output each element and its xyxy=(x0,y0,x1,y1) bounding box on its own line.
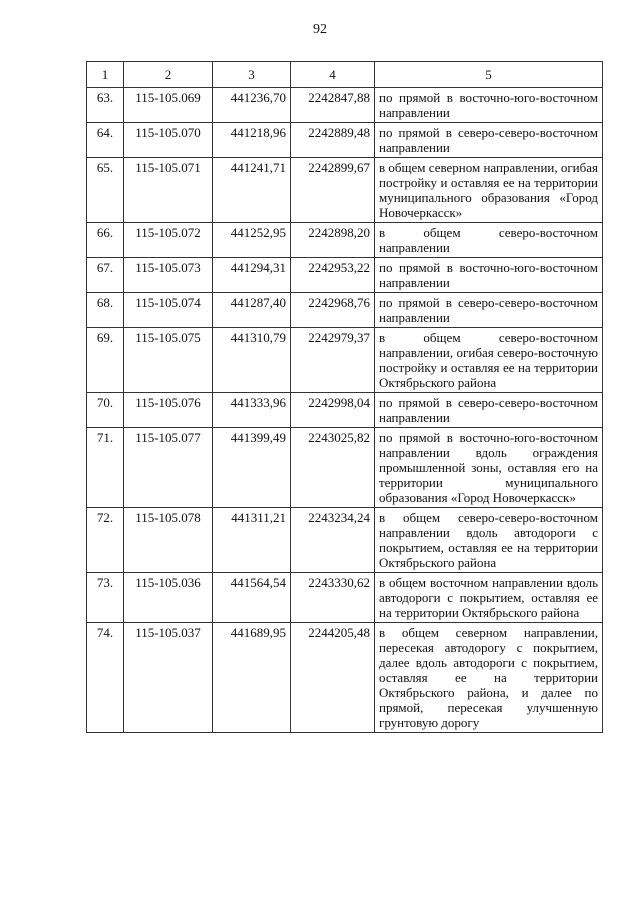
column-header-4: 4 xyxy=(291,62,375,88)
table-row xyxy=(87,573,603,623)
point-code: 115-105.077 xyxy=(124,428,213,508)
row-number: 66. xyxy=(87,223,124,258)
coordinate-y: 2242979,37 xyxy=(291,328,375,393)
point-code: 115-105.075 xyxy=(124,328,213,393)
point-code: 115-105.036 xyxy=(124,573,213,623)
coordinate-y: 2242968,76 xyxy=(291,293,375,328)
page-number: 92 xyxy=(313,22,327,37)
coordinate-y: 2242889,48 xyxy=(291,123,375,158)
point-code: 115-105.071 xyxy=(124,158,213,223)
table-row xyxy=(87,508,603,573)
table-row xyxy=(87,88,603,123)
coordinate-y: 2242898,20 xyxy=(291,223,375,258)
coordinate-x: 441241,71 xyxy=(213,158,291,223)
table-row xyxy=(87,328,603,393)
row-number: 65. xyxy=(87,158,124,223)
table-row xyxy=(87,428,603,508)
boundary-description: в общем северо-восточном направлении, огибая северо-восточную постройку и оставляя ее на территории Октябрьского района xyxy=(375,328,603,393)
table-row xyxy=(87,623,603,733)
boundary-description: в общем северном направлении, огибая постройку и оставляя ее на территории муниципального образования «Город Новочеркасск» xyxy=(375,158,603,223)
coordinate-x: 441218,96 xyxy=(213,123,291,158)
table-row xyxy=(87,293,603,328)
coordinate-x: 441287,40 xyxy=(213,293,291,328)
point-code: 115-105.037 xyxy=(124,623,213,733)
point-code: 115-105.070 xyxy=(124,123,213,158)
coordinate-x: 441310,79 xyxy=(213,328,291,393)
boundary-description: в общем северо-северо-восточном направлении вдоль автодороги с покрытием, оставляя ее на территории Октябрьского района xyxy=(375,508,603,573)
point-code: 115-105.074 xyxy=(124,293,213,328)
boundary-description: по прямой в восточно-юго-восточном направлении xyxy=(375,88,603,123)
row-number: 63. xyxy=(87,88,124,123)
row-number: 68. xyxy=(87,293,124,328)
column-header-5: 5 xyxy=(375,62,603,88)
column-header-3: 3 xyxy=(213,62,291,88)
table-row xyxy=(87,123,603,158)
row-number: 71. xyxy=(87,428,124,508)
row-number: 70. xyxy=(87,393,124,428)
coordinate-x: 441689,95 xyxy=(213,623,291,733)
coordinate-y: 2243234,24 xyxy=(291,508,375,573)
column-header-1: 1 xyxy=(87,62,124,88)
point-code: 115-105.076 xyxy=(124,393,213,428)
point-code: 115-105.072 xyxy=(124,223,213,258)
row-number: 72. xyxy=(87,508,124,573)
boundary-description: в общем восточном направлении вдоль автодороги с покрытием, оставляя ее на территории Октябрьского района xyxy=(375,573,603,623)
coordinate-x: 441564,54 xyxy=(213,573,291,623)
row-number: 73. xyxy=(87,573,124,623)
coordinate-x: 441333,96 xyxy=(213,393,291,428)
row-number: 69. xyxy=(87,328,124,393)
boundary-points-table xyxy=(86,61,603,733)
coordinate-y: 2242847,88 xyxy=(291,88,375,123)
table-row xyxy=(87,393,603,428)
point-code: 115-105.069 xyxy=(124,88,213,123)
coordinate-y: 2242899,67 xyxy=(291,158,375,223)
point-code: 115-105.078 xyxy=(124,508,213,573)
coordinate-y: 2242998,04 xyxy=(291,393,375,428)
coordinate-x: 441252,95 xyxy=(213,223,291,258)
row-number: 64. xyxy=(87,123,124,158)
table-row xyxy=(87,158,603,223)
boundary-description: по прямой в северо-северо-восточном направлении xyxy=(375,123,603,158)
coordinate-x: 441236,70 xyxy=(213,88,291,123)
coordinate-x: 441294,31 xyxy=(213,258,291,293)
coordinate-y: 2242953,22 xyxy=(291,258,375,293)
boundary-description: по прямой в восточно-юго-восточном направлении xyxy=(375,258,603,293)
row-number: 74. xyxy=(87,623,124,733)
boundary-description: по прямой в восточно-юго-восточном направлении вдоль ограждения промышленной зоны, оставляя его на территории муниципального образования «Город Новочеркасск» xyxy=(375,428,603,508)
coordinate-y: 2244205,48 xyxy=(291,623,375,733)
table-row xyxy=(87,258,603,293)
coordinate-x: 441311,21 xyxy=(213,508,291,573)
coordinate-y: 2243025,82 xyxy=(291,428,375,508)
coordinate-y: 2243330,62 xyxy=(291,573,375,623)
boundary-description: в общем северном направлении, пересекая автодорогу с покрытием, далее вдоль автодороги с покрытием, оставляя ее на территории Октябрьского района, и далее по прямой, пересекая улучшенную грунтовую дорогу xyxy=(375,623,603,733)
point-code: 115-105.073 xyxy=(124,258,213,293)
boundary-description: по прямой в северо-северо-восточном направлении xyxy=(375,293,603,328)
table-header-row xyxy=(87,62,603,88)
row-number: 67. xyxy=(87,258,124,293)
boundary-description: по прямой в северо-северо-восточном направлении xyxy=(375,393,603,428)
boundary-description: в общем северо-восточном направлении xyxy=(375,223,603,258)
column-header-2: 2 xyxy=(124,62,213,88)
coordinate-x: 441399,49 xyxy=(213,428,291,508)
table-row xyxy=(87,223,603,258)
